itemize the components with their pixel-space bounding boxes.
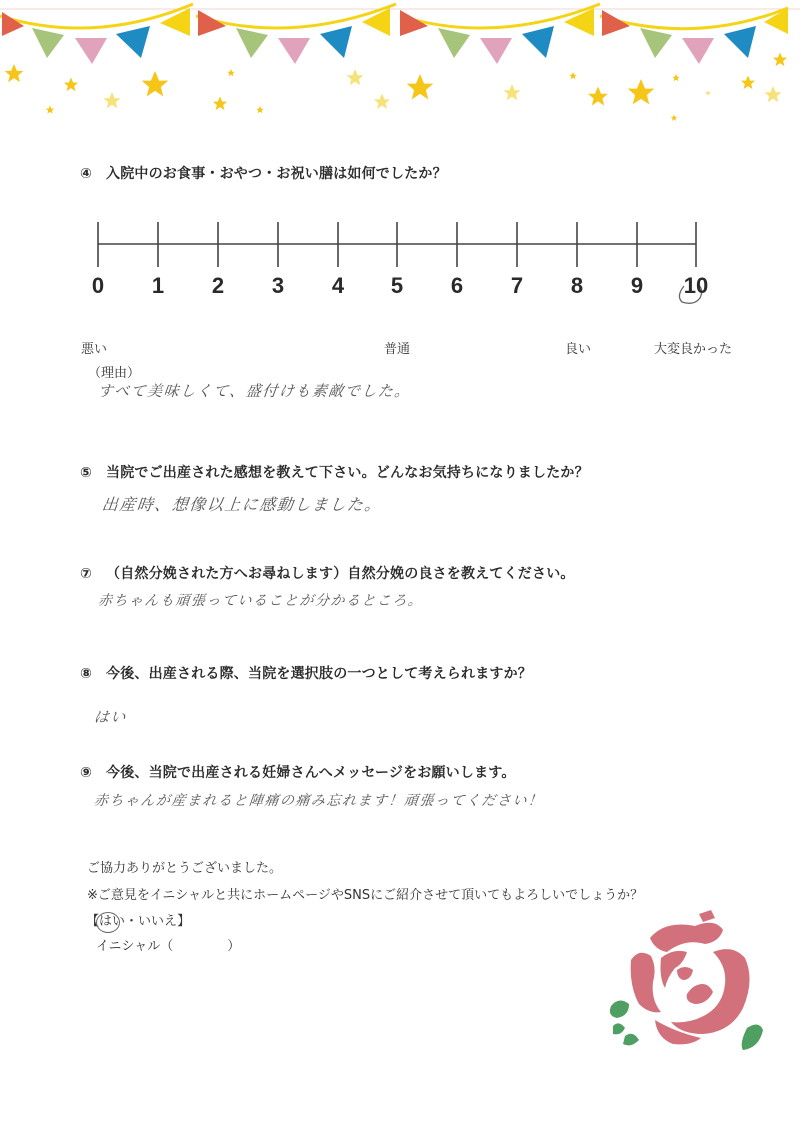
initials-close: ）: [227, 939, 241, 954]
scale-tick-6[interactable]: 6: [450, 273, 464, 298]
rose-illustration: [595, 908, 770, 1058]
reason-label: （理由）: [88, 366, 141, 381]
question-number: ⑨: [80, 765, 93, 781]
question-text: 今後、当院で出産される妊婦さんへメッセージをお願いします。: [106, 765, 516, 781]
bracket-close: 】: [177, 914, 191, 929]
initials-row: [96, 935, 240, 954]
question-8: [80, 663, 532, 683]
thanks-text: ご協力ありがとうございました。: [87, 861, 283, 876]
question-text: 入院中のお食事・おやつ・お祝い膳は如何でしたか？: [106, 166, 447, 182]
consent-options: [86, 910, 190, 929]
scale-tick-9[interactable]: 9: [630, 273, 644, 298]
scale-anchor-very-good: 大変良かった: [654, 342, 733, 357]
scale-anchor-bad: 悪い: [81, 342, 108, 357]
initials-label: イニシャル（: [96, 939, 174, 954]
answer-8[interactable]: はい: [93, 708, 128, 726]
scale-tick-4[interactable]: 4: [331, 273, 345, 298]
question-text: 当院でご出産された感想を教えて下さい。どんなお気持ちになりましたか？: [106, 465, 589, 481]
scale-tick-1[interactable]: 1: [151, 273, 165, 298]
question-text: 今後、出産される際、当院を選択肢の一つとして考えられますか？: [106, 666, 532, 682]
question-text: （自然分娩された方へお尋ねします）自然分娩の良さを教えてください。: [106, 566, 575, 582]
option-no[interactable]: いいえ: [138, 914, 178, 929]
question-number: ⑦: [80, 566, 93, 582]
reason-answer[interactable]: すべて美味しくて、盛付けも素敵でした。: [97, 382, 412, 400]
option-yes[interactable]: はい: [99, 914, 125, 929]
question-9: [80, 762, 516, 782]
question-number: ④: [80, 166, 93, 182]
answer-9[interactable]: 赤ちゃんが産まれると陣痛の痛み忘れます！頑張ってください！: [93, 793, 545, 809]
scale-tick-0[interactable]: 0: [91, 273, 105, 298]
options-separator: ・: [125, 914, 139, 929]
scale-tick-2[interactable]: 2: [211, 273, 225, 298]
selection-circle-mark: [96, 912, 120, 933]
scale-anchor-good: 良い: [565, 342, 592, 357]
scale-tick-10[interactable]: 10: [683, 273, 709, 298]
scale-tick-8[interactable]: 8: [570, 273, 584, 298]
question-number: ⑧: [80, 666, 93, 682]
question-number: ⑤: [80, 465, 93, 481]
answer-5[interactable]: 出産時、想像以上に感動しました。: [100, 495, 383, 514]
bracket-open: 【: [86, 914, 100, 929]
consent-question: ※ご意見をイニシャルと共にホームページやSNSにご紹介させて頂いてもよろしいでしょうか？: [87, 888, 644, 903]
answer-7[interactable]: 赤ちゃんも頑張っていることが分かるところ。: [97, 593, 425, 609]
scale-anchor-normal: 普通: [384, 342, 411, 357]
scale-tick-3[interactable]: 3: [271, 273, 285, 298]
scale-tick-5[interactable]: 5: [390, 273, 404, 298]
scale-tick-7[interactable]: 7: [510, 273, 524, 298]
question-7: [80, 563, 575, 583]
rating-scale: [0, 0, 800, 360]
question-5: [80, 462, 589, 482]
